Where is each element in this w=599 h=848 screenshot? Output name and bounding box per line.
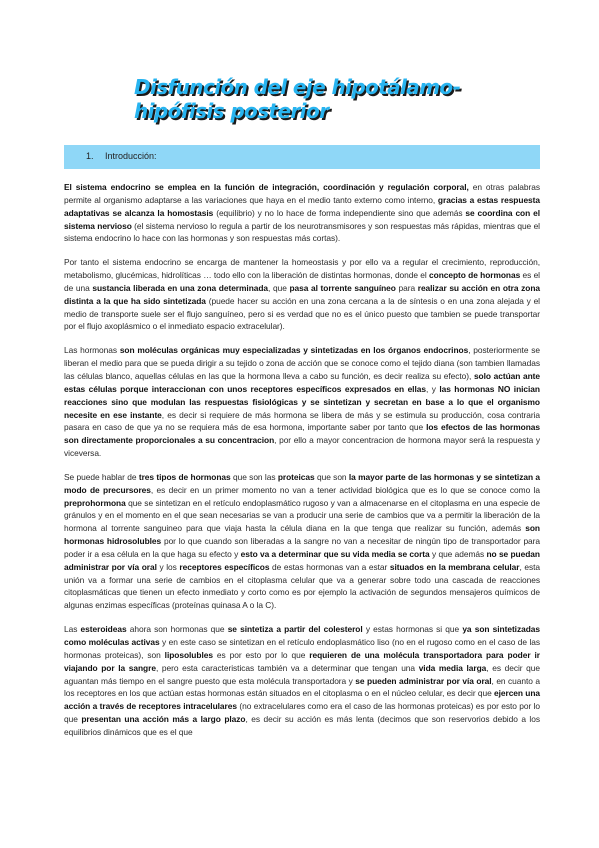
text-run: Las bbox=[64, 624, 81, 635]
text-run: es el de una bbox=[64, 270, 540, 293]
bold-text-run: son moléculas orgánicas muy especializadas y sintetizadas en los órganos endocrinos bbox=[119, 345, 469, 356]
bold-text-run: proteicas bbox=[277, 471, 315, 482]
text-run: (el sistema nervioso lo regula a partir de los neurotransmisores y son respuestas más rápidas, mientras que el sistema endocrino lo hace con las hormonas y son respuestas más cortas). bbox=[64, 220, 540, 244]
text-run: , es decir si requiere de más hormona se libera de más y se estimula su producción, cosa contraria pasara en caso de que ya no se requiera más de esa hormona, importante saber por tanto que bbox=[64, 409, 540, 433]
bold-text-run: El sistema endocrino se emplea en la función de integración, coordinación y regulación corporal, bbox=[64, 182, 469, 192]
bold-text-run: son hormonas hidrosolubles bbox=[64, 523, 540, 547]
text-run: , es decir su acción es más lenta (decimos que son reservorios debido a los equilibrios dinámicos que es el que bbox=[64, 714, 540, 737]
paragraph bbox=[64, 256, 540, 333]
text-run: , esta unión va a formar una serie de cambios en el citoplasma celular que va a generar sobre todo una cascada de reacciones citoplasmáticas que tienen un efecto inmediato y corto como es por ejemplo la activación de segundos mensajeros químicos de algunas enzimas específicas (proteínas quinasa A o la C). bbox=[64, 561, 541, 611]
bold-text-run: preprohormona bbox=[64, 497, 126, 508]
bold-text-run: ya son sintetizadas como moléculas activas bbox=[64, 624, 540, 647]
title-line-1: Disfunción del eje hipotálamo- bbox=[134, 75, 461, 99]
text-run: , por ello a mayor concentracion de hormona mayor será la respuesta y viceversa. bbox=[64, 435, 540, 459]
bold-text-run: se pueden administrar por vía oral bbox=[355, 675, 492, 686]
bold-text-run: vida media larga bbox=[418, 662, 487, 673]
bold-text-run: ejercen una acción a través de receptores intracelulares bbox=[64, 688, 541, 712]
document-body bbox=[64, 181, 540, 750]
text-run: y los bbox=[156, 561, 180, 572]
text-run: que se sintetizan en el retículo endoplasmático rugoso y van a almacenarse en el citoplasma en una especie de gránulos y en el momento en el que sean necesarias se van a producir una serie de cambios que va a permitir la liberación de la hormona al torrente sanguineo para que viaja hasta la célula diana en la que tenga que realizar su función, además bbox=[64, 497, 540, 534]
bold-text-run: la mayor parte de las hormonas y se sintetizan a modo de precursores bbox=[64, 471, 540, 495]
bold-text-run: sustancia liberada en una zona determinada bbox=[92, 282, 269, 293]
text-run: y que además bbox=[429, 548, 487, 559]
title-line-2: hipófisis posterior bbox=[134, 99, 329, 123]
section-heading-bar bbox=[64, 145, 540, 169]
section-number: 1. bbox=[86, 151, 94, 161]
bold-text-run: requieren de una molécula transportadora para poder ir viajando por la sangre bbox=[64, 649, 540, 673]
bold-text-run: concepto de hormonas bbox=[429, 270, 521, 281]
bold-text-run: esto va a determinar que su vida media se corta bbox=[240, 548, 430, 559]
text-run: es por esto por lo que bbox=[212, 649, 310, 660]
bold-text-run: gracias a estas respuesta adaptativas se alcanza la homostasis bbox=[64, 194, 541, 218]
text-run: (equilibrio) y no lo hace de forma independiente sino que además bbox=[213, 207, 466, 218]
text-run: ahora son hormonas que bbox=[126, 624, 228, 635]
text-run: , que bbox=[268, 282, 290, 293]
text-run: para bbox=[395, 282, 418, 293]
text-run: Las hormonas bbox=[64, 345, 120, 356]
paragraph bbox=[64, 181, 540, 245]
text-run: (no extracelulares como era el caso de las hormonas proteicas) es por esto por lo que bbox=[64, 701, 541, 725]
text-run: , es decir en un primer momento no van a tener actividad biológica que es lo que se conoce como la bbox=[150, 484, 540, 495]
text-run: , es decir que aguantan más tiempo en el sangre puesto que esta molécula transportadora y bbox=[64, 662, 540, 686]
bold-text-run: las hormonas NO inician reacciones sino que modulan las respuestas fisiológicas y se sintetizan y secretan en base a lo que el organismo necesite en ese instante bbox=[64, 383, 540, 420]
document-title bbox=[134, 75, 514, 123]
text-run: que son bbox=[314, 471, 349, 482]
text-run: , en cuanto a los receptores en los que actúan estas hormonas están situados en el citoplasma o en el núcleo celular, es decir que bbox=[64, 675, 540, 699]
bold-text-run: receptores específicos bbox=[179, 561, 270, 572]
text-run: que son las bbox=[230, 471, 278, 482]
bold-text-run: liposolubles bbox=[164, 649, 213, 660]
text-run: , pero esta caracteristicas también va a determinar que tengan una bbox=[155, 662, 419, 673]
paragraph bbox=[64, 344, 540, 460]
paragraph bbox=[64, 471, 540, 612]
bold-text-run: tres tipos de hormonas bbox=[138, 471, 231, 482]
text-run: , posteriormente se liberan el medio para que se pueda dirigir a su tejido o zona de acción que se conoce como el tejido diana (son tambien llamadas las células blanco, aquellas células en las que la hormona lleva a cabo su función, es decir realiza su efecto), bbox=[64, 345, 540, 381]
bold-text-run: se coordina con el sistema nervioso bbox=[64, 207, 540, 231]
text-run: por lo que cuando son liberadas a la sangre no van a necesitar de ningún tipo de transportador para poder ir a esa célula en la que haga su efecto y bbox=[64, 536, 541, 559]
bold-text-run: no se puedan administrar por vía oral bbox=[64, 548, 540, 572]
text-run: , y bbox=[425, 383, 440, 394]
text-run: y en este caso se sintetizan en el retículo endoplasmático liso (no en el rugoso como en el caso de las hormonas proteicas), son bbox=[64, 637, 541, 660]
bold-text-run: se sintetiza a partir del colesterol bbox=[227, 624, 363, 635]
text-run: de estas hormonas van a estar bbox=[269, 561, 390, 572]
text-run: Por tanto el sistema endocrino se encarga de mantener la homeostasis y por ello va a regular el crecimiento, reproducción, metabolismo, glucémicas, hidrolíticas … todo ello con la liberación de distintas hormonas, donde el bbox=[64, 257, 540, 281]
text-run: Se puede hablar de bbox=[64, 471, 139, 482]
text-run: y estas hormonas si que bbox=[362, 624, 463, 635]
text-run: (puede hacer su acción en una zona cercana a la de síntesis o en una zona alejada y el medio de transporte suele ser el flujo sanguíneo, pero si es verdad que no es el único puesto que tambien se puede transportar por el flujo axoplásmico o el inmediato espacio extracelular). bbox=[64, 295, 540, 332]
bold-text-run: los efectos de las hormonas son directamente proporcionales a su concentracion bbox=[64, 422, 540, 446]
text-run: en otras palabras permite al organismo adaptarse a las variaciones que haya en el medio tanto externo como interno, bbox=[64, 182, 540, 205]
bold-text-run: esteroideas bbox=[80, 624, 127, 635]
bold-text-run: solo actúan ante estas células porque interaccionan con unos receptores específicos expresados en ellas bbox=[64, 370, 540, 394]
bold-text-run: realizar su acción en otra zona distinta a la que ha sido sintetizada bbox=[64, 282, 540, 306]
bold-text-run: pasa al torrente sanguíneo bbox=[289, 282, 396, 293]
section-label: Introducción: bbox=[105, 151, 157, 161]
bold-text-run: situados en la membrana celular bbox=[389, 561, 520, 572]
paragraph bbox=[64, 623, 540, 739]
bold-text-run: presentan una acción más a largo plazo bbox=[81, 714, 246, 725]
